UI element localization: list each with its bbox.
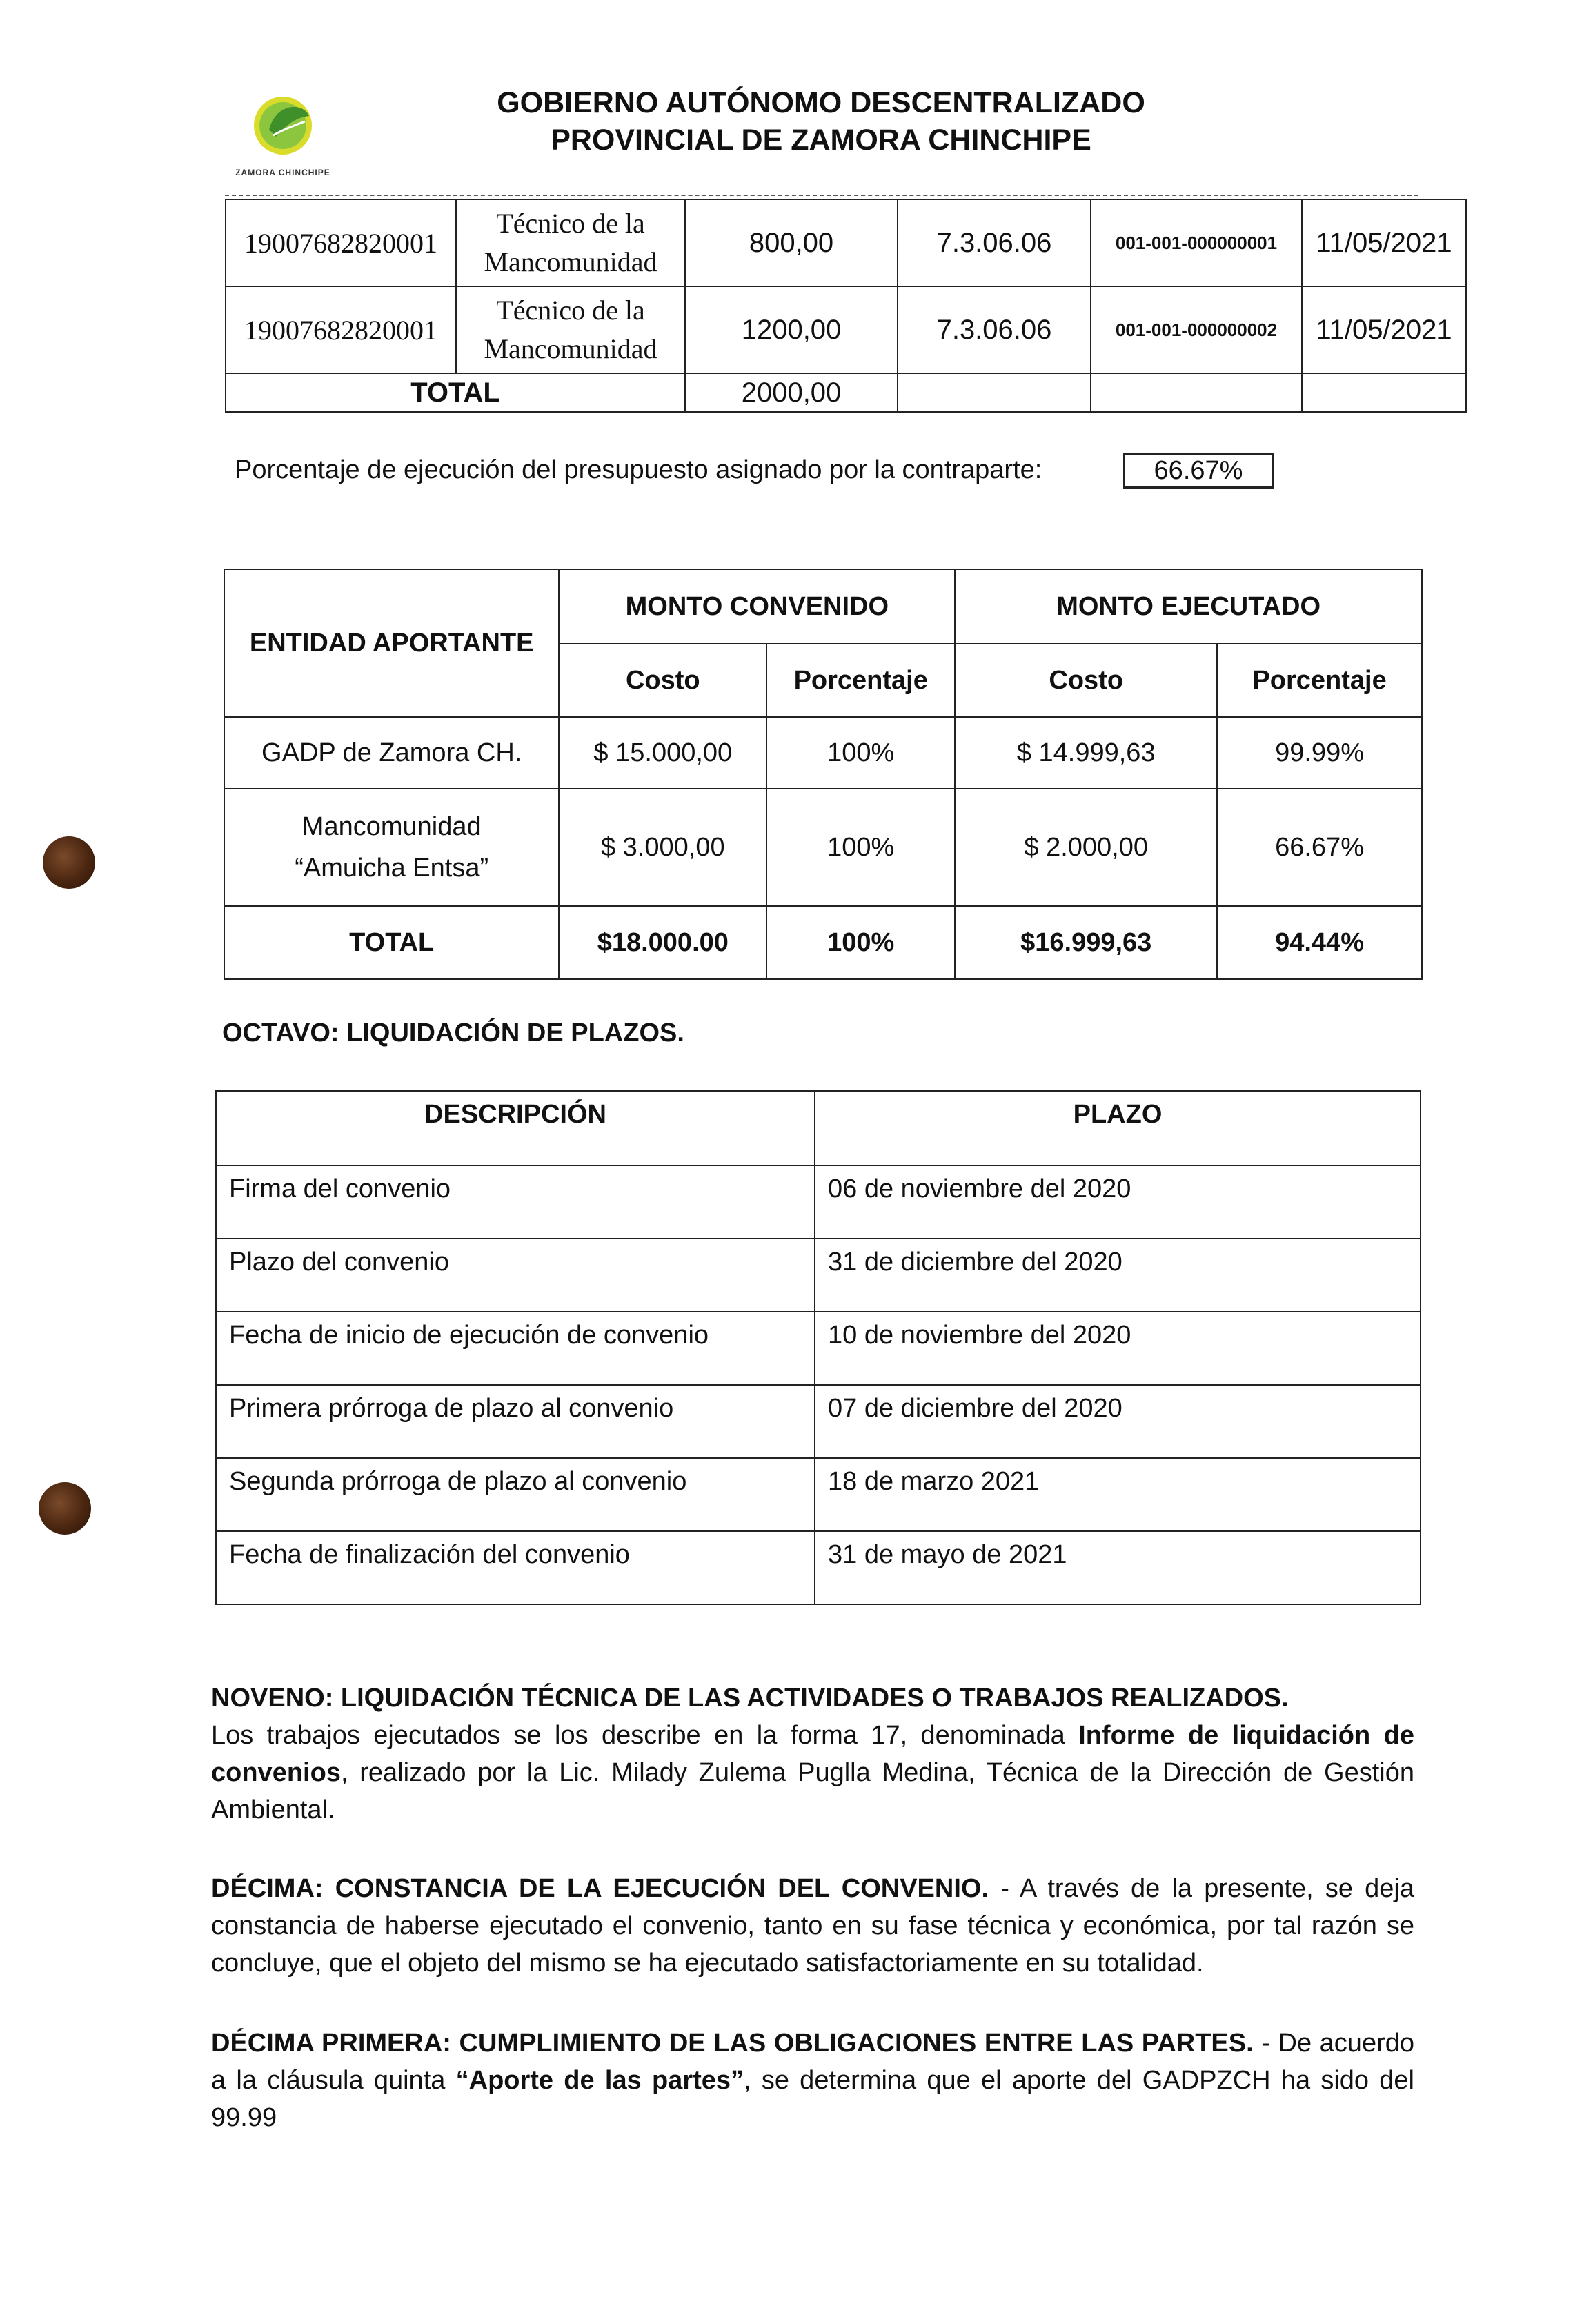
total-agreed-pct: 100%: [766, 906, 955, 979]
binder-hole-bottom: [39, 1482, 91, 1535]
noveno-text-bold: Informe de liquidación de convenios: [211, 1721, 1414, 1787]
concept-line-2: Mancomunidad: [484, 246, 657, 277]
term-cell: 10 de noviembre del 2020: [815, 1312, 1421, 1385]
logo-text: ZAMORA CHINCHIPE: [235, 168, 330, 177]
octavo-title: OCTAVO: LIQUIDACIÓN DE PLAZOS.: [222, 1018, 684, 1047]
table-row: [216, 1312, 1421, 1385]
total-row: [226, 373, 1466, 412]
document-header: [386, 84, 1256, 159]
total-agreed-cost: $18.000.00: [559, 906, 766, 979]
term-cell: 06 de noviembre del 2020: [815, 1165, 1421, 1239]
binder-hole-top: [43, 836, 95, 889]
col-agreed: MONTO CONVENIDO: [559, 569, 955, 644]
ruc-cell: 19007682820001: [226, 286, 456, 373]
desc-cell: Fecha de inicio de ejecución de convenio: [216, 1312, 815, 1385]
entity-cell: GADP de Zamora CH.: [224, 717, 559, 789]
leaf-logo-icon: [228, 81, 338, 164]
col-cost: Costo: [559, 644, 766, 717]
deadlines-table: [215, 1090, 1421, 1605]
logo: [228, 81, 338, 185]
col-description: DESCRIPCIÓN: [216, 1091, 815, 1165]
table-row: [216, 1531, 1421, 1604]
empty-cell: [1091, 373, 1302, 412]
item-cell: 7.3.06.06: [898, 199, 1091, 286]
entity-line-2: “Amuicha Entsa”: [295, 854, 489, 883]
amount-cell: 800,00: [685, 199, 898, 286]
desc-cell: Firma del convenio: [216, 1165, 815, 1239]
col-term: PLAZO: [815, 1091, 1421, 1165]
agreed-pct-cell: 100%: [766, 789, 955, 906]
table-header-row: [224, 569, 1422, 644]
invoice-cell: 001-001-000000002: [1091, 286, 1302, 373]
term-cell: 07 de diciembre del 2020: [815, 1385, 1421, 1458]
noveno-text-b: , realizado por la Lic. Milady Zulema Puglla Medina, Técnica de la Dirección de Gestión Ambiental.: [211, 1758, 1414, 1824]
desc-cell: Plazo del convenio: [216, 1239, 815, 1312]
decima-primera-text-bold: “Aporte de las partes”: [455, 2066, 744, 2095]
agreed-pct-cell: 100%: [766, 717, 955, 789]
amount-cell: 1200,00: [685, 286, 898, 373]
noveno-text-a: Los trabajos ejecutados se los describe en la forma 17, denominada: [211, 1721, 1079, 1750]
exec-cost-cell: $ 2.000,00: [955, 789, 1217, 906]
header-line-2: PROVINCIAL DE ZAMORA CHINCHIPE: [551, 124, 1091, 157]
total-row: [224, 906, 1422, 979]
table-row: [216, 1385, 1421, 1458]
desc-cell: Primera prórroga de plazo al convenio: [216, 1385, 815, 1458]
term-cell: 31 de mayo de 2021: [815, 1531, 1421, 1604]
table-header-row: [216, 1091, 1421, 1165]
total-label: TOTAL: [226, 373, 685, 412]
date-cell: 11/05/2021: [1302, 286, 1466, 373]
decima-title: DÉCIMA: CONSTANCIA DE LA EJECUCIÓN DEL CONVENIO.: [211, 1874, 989, 1903]
agreed-cost-cell: $ 15.000,00: [559, 717, 766, 789]
total-exec-cost: $16.999,63: [955, 906, 1217, 979]
entity-line-1: Mancomunidad: [301, 812, 482, 841]
concept-cell: [456, 286, 685, 373]
decima-primera-text-b: , se determina que el aporte del GADPZCH ha sido del 99.99: [211, 2066, 1414, 2132]
execution-value-box: 66.67%: [1123, 453, 1274, 489]
exec-pct-cell: 99.99%: [1217, 717, 1422, 789]
concept-cell: [456, 199, 685, 286]
decima-primera-title: DÉCIMA PRIMERA: CUMPLIMIENTO DE LAS OBLIGACIONES ENTRE LAS PARTES.: [211, 2029, 1254, 2058]
desc-cell: Fecha de finalización del convenio: [216, 1531, 815, 1604]
term-cell: 18 de marzo 2021: [815, 1458, 1421, 1531]
ruc-cell: 19007682820001: [226, 199, 456, 286]
decima-primera-text-a: - De acuerdo a la cláusula quinta: [211, 2029, 1414, 2095]
noveno-title: NOVENO: LIQUIDACIÓN TÉCNICA DE LAS ACTIVIDADES O TRABAJOS REALIZADOS.: [211, 1684, 1289, 1713]
noveno-section: [211, 1680, 1414, 1829]
table-row: [226, 199, 1466, 286]
exec-pct-cell: 66.67%: [1217, 789, 1422, 906]
total-label: TOTAL: [224, 906, 559, 979]
exec-cost-cell: $ 14.999,63: [955, 717, 1217, 789]
contributions-table: [224, 569, 1423, 980]
term-cell: 31 de diciembre del 2020: [815, 1239, 1421, 1312]
col-pct: Porcentaje: [766, 644, 955, 717]
total-exec-pct: 94.44%: [1217, 906, 1422, 979]
concept-line-2: Mancomunidad: [484, 333, 657, 364]
payments-table: [225, 199, 1467, 413]
entity-cell: [224, 789, 559, 906]
table-row: [216, 1458, 1421, 1531]
dashed-separator: [225, 195, 1418, 196]
invoice-cell: 001-001-000000001: [1091, 199, 1302, 286]
table-row: [226, 286, 1466, 373]
concept-line-1: Técnico de la: [496, 295, 645, 326]
decima-primera-section: [211, 2025, 1414, 2136]
table-row: [216, 1239, 1421, 1312]
decima-text: - A través de la presente, se deja constancia de haberse ejecutado el convenio, tanto en su fase técnica y económica, por tal razón se concluye, que el objeto del mismo se ha ejecutado satisfactoriamente en su totalidad.: [211, 1874, 1414, 1978]
table-row: [216, 1165, 1421, 1239]
execution-label: Porcentaje de ejecución del presupuesto asignado por la contraparte:: [235, 455, 1042, 484]
noveno-text: [211, 1717, 1414, 1829]
table-row: [224, 789, 1422, 906]
desc-cell: Segunda prórroga de plazo al convenio: [216, 1458, 815, 1531]
decima-section: [211, 1870, 1414, 1982]
date-cell: 11/05/2021: [1302, 199, 1466, 286]
col-entity: ENTIDAD APORTANTE: [224, 569, 559, 717]
empty-cell: [898, 373, 1091, 412]
header-line-1: GOBIERNO AUTÓNOMO DESCENTRALIZADO: [497, 86, 1145, 119]
col-executed: MONTO EJECUTADO: [955, 569, 1422, 644]
col-pct: Porcentaje: [1217, 644, 1422, 717]
col-cost: Costo: [955, 644, 1217, 717]
item-cell: 7.3.06.06: [898, 286, 1091, 373]
empty-cell: [1302, 373, 1466, 412]
table-row: [224, 717, 1422, 789]
concept-line-1: Técnico de la: [496, 208, 645, 239]
total-amount: 2000,00: [685, 373, 898, 412]
agreed-cost-cell: $ 3.000,00: [559, 789, 766, 906]
